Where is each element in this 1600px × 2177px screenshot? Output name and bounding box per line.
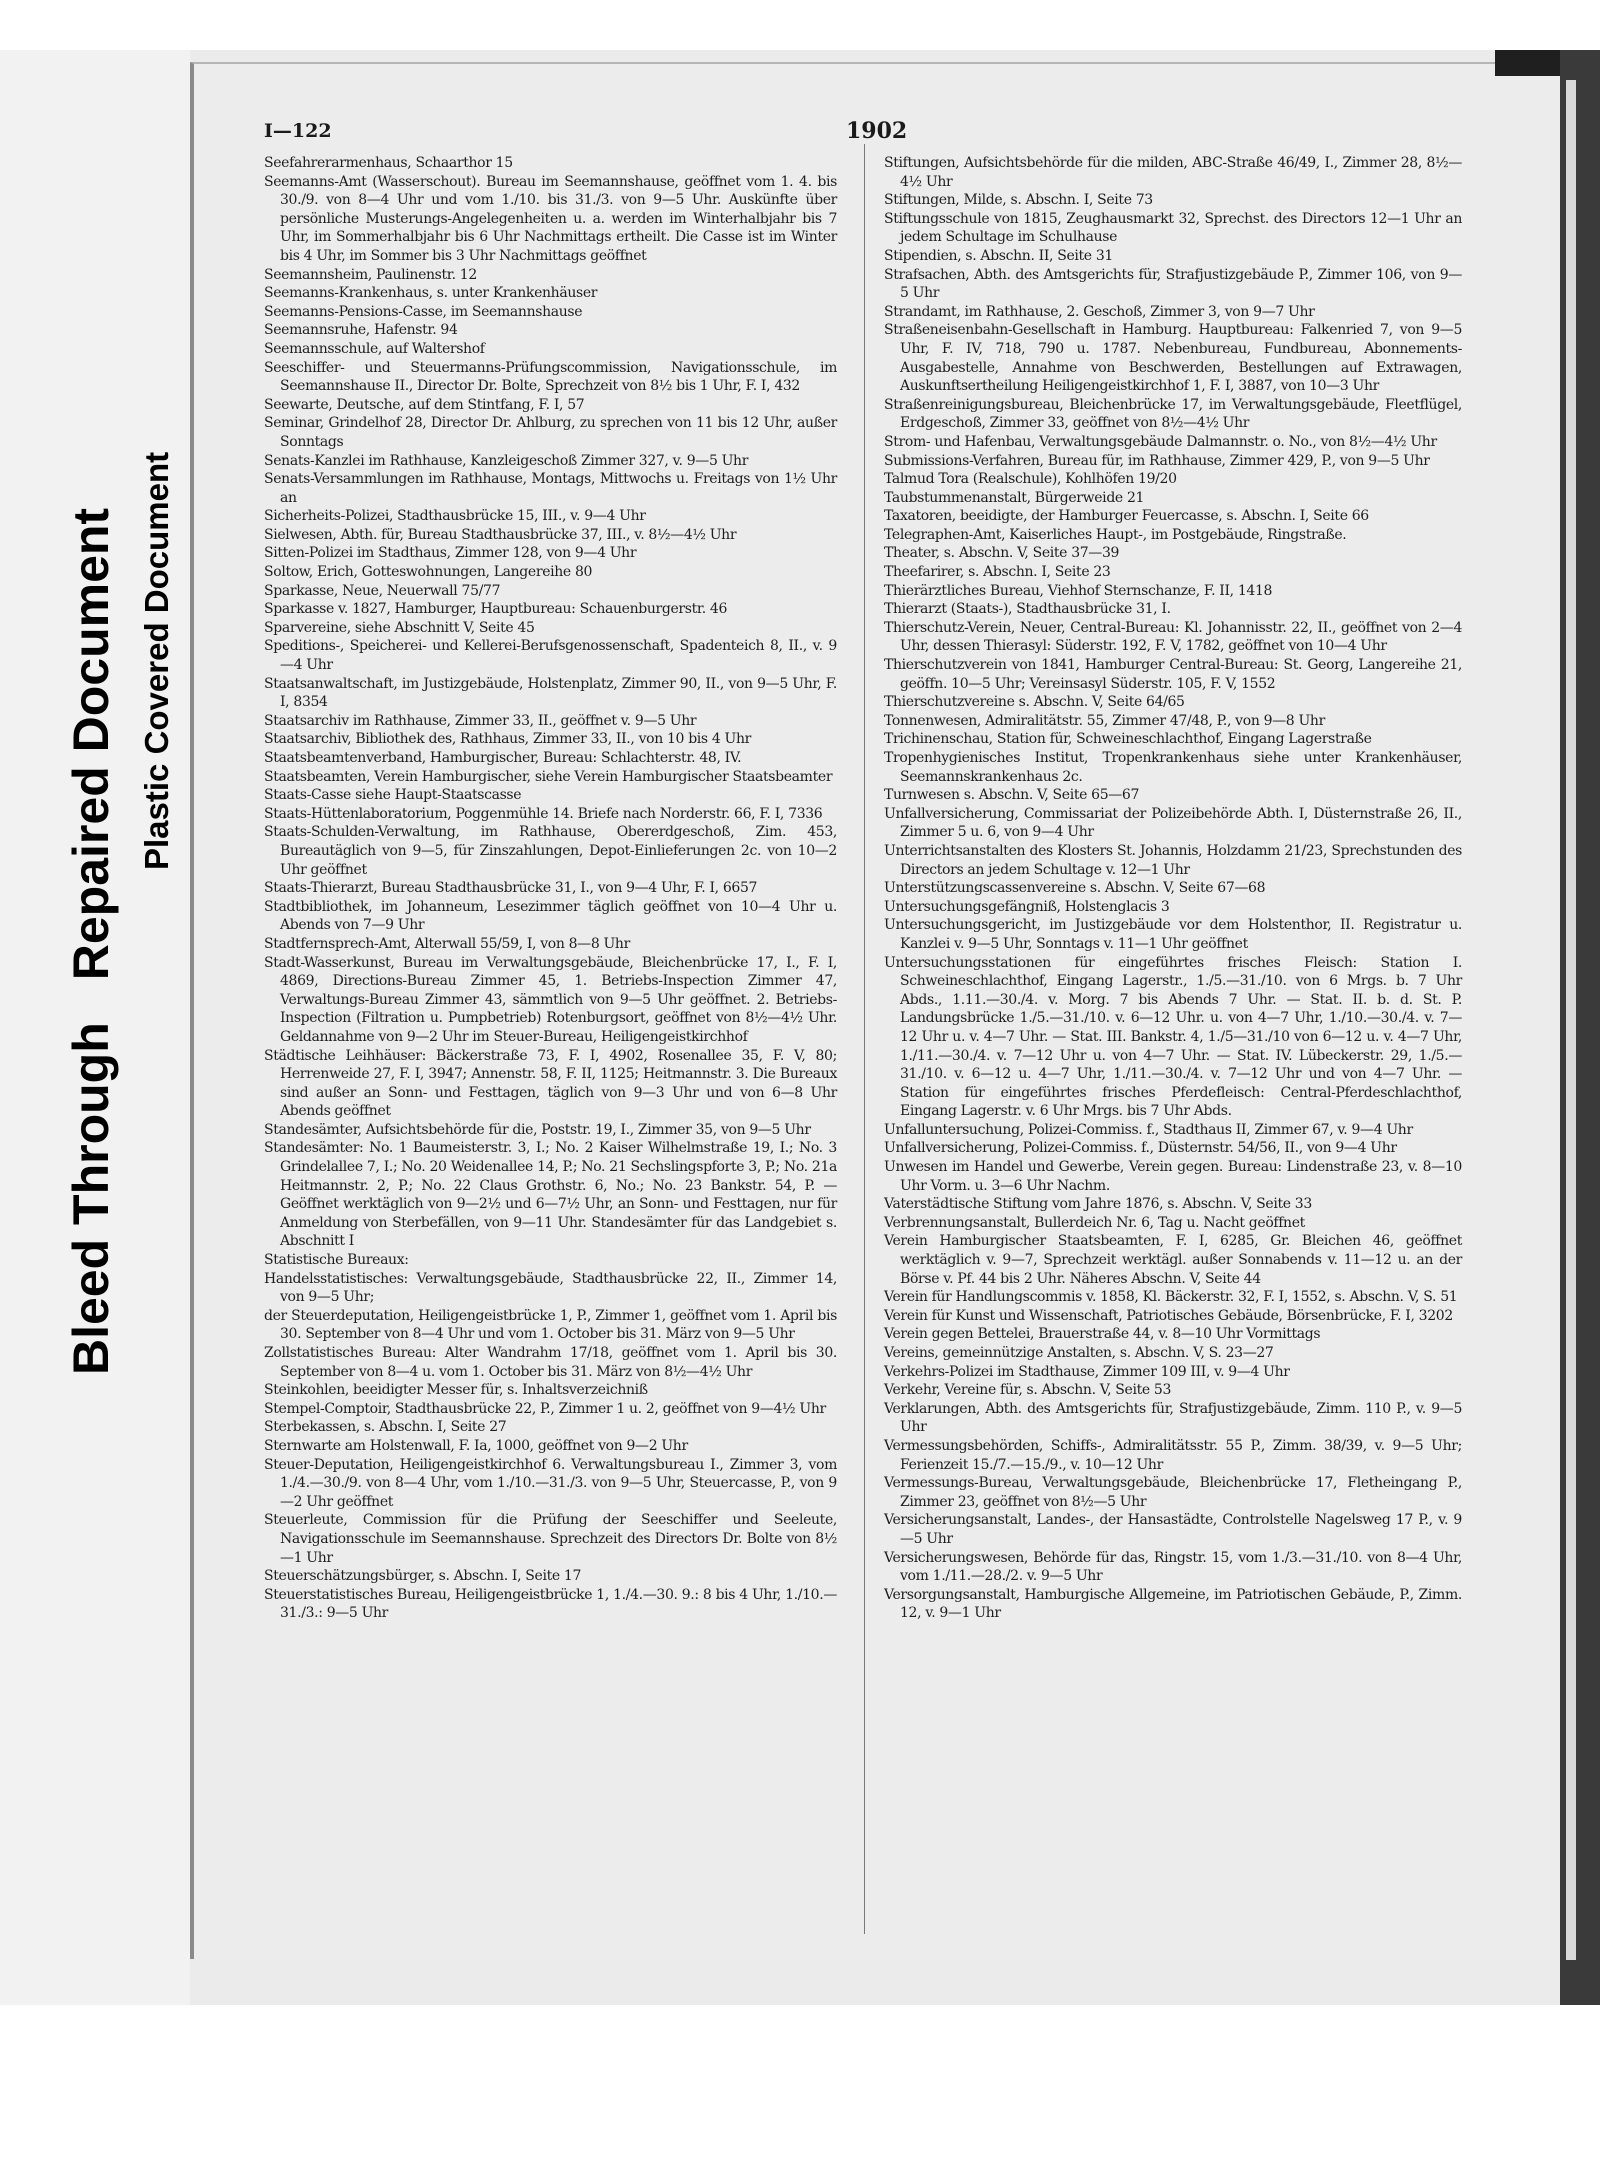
directory-entry: Seemannsschule, auf Waltershof — [264, 340, 485, 357]
directory-entry: der Steuerdeputation, Heiligengeistbrücke 1, P., Zimmer 1, geöffnet vom 1. April bis 30. September von 8—4 Uhr und vom 1. October bis 31. März von 9—5 Uhr — [264, 1307, 837, 1343]
directory-entry: Verkehr, Vereine für, s. Abschn. V, Seite 53 — [884, 1382, 1172, 1399]
directory-entry: Statistische Bureaux: — [264, 1252, 409, 1269]
directory-entry: Steuer-Deputation, Heiligengeistkirchhof 6. Verwaltungsbureau I., Zimmer 3, vom 1./4.—30./9. von 8—4 Uhr, vom 1./10.—31./3. von 9—5 Uhr, Steuercasse, P., von 9—2 Uhr geöffnet — [264, 1456, 837, 1510]
damage-label-bleed-repaired — [62, 508, 120, 1375]
directory-entry: Strandamt, im Rathhause, 2. Geschoß, Zimmer 3, von 9—7 Uhr — [884, 303, 1315, 320]
directory-entry: Taxatoren, beeidigte, der Hamburger Feuercasse, s. Abschn. I, Seite 66 — [884, 508, 1369, 525]
directory-entry: Versicherungswesen, Behörde für das, Ringstr. 15, vom 1./3.—31./10. von 8—4 Uhr, vom 1./11.—28./2. v. 9—5 Uhr — [884, 1549, 1462, 1585]
directory-entry: Senats-Versammlungen im Rathhause, Montags, Mittwochs u. Freitags von 1½ Uhr an — [264, 471, 837, 506]
left-column — [264, 154, 837, 1623]
directory-entry: Theefarirer, s. Abschn. I, Seite 23 — [884, 564, 1111, 581]
directory-entry: Stiftungen, Milde, s. Abschn. I, Seite 73 — [884, 192, 1153, 209]
directory-entry: Sterbekassen, s. Abschn. I, Seite 27 — [264, 1419, 507, 1436]
directory-entry: Steuerleute, Commission für die Prüfung der Seeschiffer und Seeleute, Navigationsschule im Seemannshause. Sprechzeit des Directors Dr. Bolte von 8½—1 Uhr — [264, 1512, 837, 1566]
directory-entry: Seeschiffer- und Steuermanns-Prüfungscommission, Navigationsschule, im Seemannshause II., Director Dr. Bolte, Sprechzeit von 8½ bis 1 Uhr, F. I, 432 — [264, 359, 837, 395]
directory-entry: Taubstummenanstalt, Bürgerweide 21 — [884, 489, 1145, 506]
directory-entry: Seemannsheim, Paulinenstr. 12 — [264, 266, 477, 283]
directory-entry: Turnwesen s. Abschn. V, Seite 65—67 — [884, 787, 1140, 804]
directory-entry: Untersuchungsstationen für eingeführtes frisches Fleisch: Station I. Schweineschlachthof, Eingang Lagerstr., 1./5.—31./10. von 6 Mrgs. b. 7 Uhr Abds., 1.11.—30./4. v. Morg. 7 bis Abends 7 Uhr. — Stat. II. b. d. St. P. Landungsbrücke 1./5.—31./10. v. 6—12 Uhr. u. von 4—7 Uhr, 1./10.—30./4. v. 7—12 Uhr u. v. 4—7 Uhr. — Stat. III. Bankstr. 4, 1./5—31./10 von 6—12 u. v. 4—7 Uhr, 1./11.—30./4. v. 7—12 Uhr u. von 4—7 Uhr. — Stat. IV. Lübeckerstr. 29, 1./5.—31./10. v. 6—12 u. 4—7 Uhr, 1./11.—30./4. v. 7—12 Uhr und von 4—7 Uhr. — Station für eingeführtes frisches Pferdefleisch: Central-Pferdeschlachthof, Eingang Lagerstr. v. 6 Uhr Mrgs. bis 7 Uhr Abds. — [884, 954, 1462, 1120]
directory-entry: Soltow, Erich, Gotteswohnungen, Langereihe 80 — [264, 564, 593, 581]
directory-entry: Versicherungsanstalt, Landes-, der Hansastädte, Controlstelle Nagelsweg 17 P., v. 9—5 Uhr — [884, 1512, 1462, 1547]
directory-entry: Staatsbeamten, Verein Hamburgischer, siehe Verein Hamburgischer Staatsbeamter — [264, 768, 833, 785]
directory-entry: Steinkohlen, beeidigter Messer für, s. Inhaltsverzeichniß — [264, 1382, 648, 1399]
directory-entry: Vaterstädtische Stiftung vom Jahre 1876, s. Abschn. V, Seite 33 — [884, 1196, 1312, 1213]
directory-entry: Seemanns-Pensions-Casse, im Seemannshause — [264, 303, 583, 320]
directory-entry: Vermessungs-Bureau, Verwaltungsgebäude, Bleichenbrücke 17, Fletheingang P., Zimmer 23, geöffnet von 8½—5 Uhr — [884, 1475, 1462, 1510]
directory-entry: Thierarzt (Staats-), Stadthausbrücke 31, I. — [884, 601, 1171, 618]
directory-entry: Sparkasse, Neue, Neuerwall 75/77 — [264, 582, 501, 599]
directory-entry: Sielwesen, Abth. für, Bureau Stadthausbrücke 37, III., v. 8½—4½ Uhr — [264, 526, 737, 543]
column-divider — [864, 144, 865, 1934]
directory-entry: Standesämter: No. 1 Baumeisterstr. 3, I.; No. 2 Kaiser Wilhelmstraße 19, I.; No. 3 Grindelallee 7, I.; No. 20 Weidenallee 14, P.; No. 21 Sechslingspforte 3, P.; No. 21a Heitmannstr. 2, P.; No. 22 Claus Grothstr. 6, No.; No. 23 Bankstr. 54, P. — Geöffnet werktäglich von 9—2½ und 6—7½ Uhr, an Sonn- und Festtagen, nur für Anmeldung von Sterbefällen, von 9—11 Uhr. Standesämter für das Landgebiet s. Abschnitt I — [264, 1140, 837, 1250]
directory-entry: Tonnenwesen, Admiralitätstr. 55, Zimmer 47/48, P., von 9—8 Uhr — [884, 712, 1325, 729]
repaired-document-label: Repaired Document — [63, 507, 119, 981]
directory-entry: Stadtfernsprech-Amt, Alterwall 55/59, I, von 8—8 Uhr — [264, 935, 630, 952]
directory-entry: Zollstatistisches Bureau: Alter Wandrahm 17/18, geöffnet vom 1. April bis 30. September von 8—4 u. vom 1. October bis 31. März von 8½—4½ Uhr — [264, 1345, 837, 1380]
directory-entry: Thierärztliches Bureau, Viehhof Sternschanze, F. II, 1418 — [884, 582, 1273, 599]
directory-entry: Steuerschätzungsbürger, s. Abschn. I, Seite 17 — [264, 1568, 582, 1585]
directory-entry: Unterrichtsanstalten des Klosters St. Johannis, Holzdamm 21/23, Sprechstunden des Directors an jedem Schultage v. 12—1 Uhr — [884, 842, 1462, 878]
directory-entry: Staats-Casse siehe Haupt-Staatscasse — [264, 787, 522, 804]
directory-entry: Städtische Leihhäuser: Bäckerstraße 73, F. I, 4902, Rosenallee 35, F. V, 80; Herrenweide 27, F. I, 3947; Annenstr. 58, F. II, 1125; Heitmannstr. 3. Die Bureaux sind außer an Sonn- und Festtagen, täglich von 9—3 Uhr und von 6—8 Uhr Abends geöffnet — [264, 1047, 837, 1120]
right-column — [884, 154, 1462, 1623]
directory-entry: Seemannsruhe, Hafenstr. 94 — [264, 322, 458, 339]
directory-entry: Unwesen im Handel und Gewerbe, Verein gegen. Bureau: Lindenstraße 23, v. 8—10 Uhr Vorm. u. 3—6 Uhr Nachm. — [884, 1159, 1462, 1194]
directory-entry: Verein Hamburgischer Staatsbeamten, F. I, 6285, Gr. Bleichen 46, geöffnet werktäglich v. 9—7, Sprechzeit werktägl. außer Sonnabends v. 11—12 u. an der Börse v. Pf. 44 bis 2 Uhr. Näheres Abschn. V, Seite 44 — [884, 1233, 1462, 1287]
directory-entry: Verkehrs-Polizei im Stadthause, Zimmer 109 III, v. 9—4 Uhr — [884, 1363, 1290, 1380]
directory-entry: Strafsachen, Abth. des Amtsgerichts für, Strafjustizgebäude P., Zimmer 106, von 9—5 Uhr — [884, 266, 1462, 302]
scan-frame — [0, 50, 1600, 2005]
directory-entry: Submissions-Verfahren, Bureau für, im Rathhause, Zimmer 429, P., von 9—5 Uhr — [884, 452, 1430, 469]
directory-entry: Seemanns-Krankenhaus, s. unter Krankenhäuser — [264, 285, 598, 302]
directory-entry: Seefahrerarmenhaus, Schaarthor 15 — [264, 155, 513, 171]
directory-entry: Straßenreinigungsbureau, Bleichenbrücke 17, im Verwaltungsgebäude, Fleetflügel, Erdgeschoß, Zimmer 33, geöffnet von 8½—4½ Uhr — [884, 396, 1462, 432]
plastic-covered-label: Plastic Covered Document — [138, 451, 175, 870]
directory-entry: Stipendien, s. Abschn. II, Seite 31 — [884, 247, 1113, 264]
directory-entry: Trichinenschau, Station für, Schweineschlachthof, Eingang Lagerstraße — [884, 731, 1372, 748]
directory-entry: Strom- und Hafenbau, Verwaltungsgebäude Dalmannstr. o. No., von 8½—4½ Uhr — [884, 433, 1437, 450]
document-page — [190, 62, 1564, 1959]
directory-entry: Staats-Hüttenlaboratorium, Poggenmühle 14. Briefe nach Norderstr. 66, F. I, 7336 — [264, 805, 823, 822]
directory-entry: Sitten-Polizei im Stadthaus, Zimmer 128, von 9—4 Uhr — [264, 545, 637, 562]
directory-entry: Sparvereine, siehe Abschnitt V, Seite 45 — [264, 619, 535, 636]
directory-entry: Standesämter, Aufsichtsbehörde für die, Poststr. 19, I., Zimmer 35, von 9—5 Uhr — [264, 1121, 811, 1138]
directory-entry: Unfallversicherung, Commissariat der Polizeibehörde Abth. I, Düsternstraße 26, II., Zimmer 5 u. 6, von 9—4 Uhr — [884, 805, 1462, 841]
directory-entry: Untersuchungsgericht, im Justizgebäude vor dem Holstenthor, II. Registratur u. Kanzlei v. 9—5 Uhr, Sonntags v. 11—1 Uhr geöffnet — [884, 917, 1462, 952]
directory-entry: Verbrennungsanstalt, Bullerdeich Nr. 6, Tag u. Nacht geöffnet — [884, 1214, 1305, 1231]
directory-entry: Telegraphen-Amt, Kaiserliches Haupt-, im Postgebäude, Ringstraße. — [884, 526, 1347, 543]
directory-entry: Vereins, gemeinnützige Anstalten, s. Abschn. V, S. 23—27 — [884, 1345, 1274, 1361]
directory-entry: Staatsbeamtenverband, Hamburgischer, Bureau: Schlachterstr. 48, IV. — [264, 750, 742, 766]
directory-entry: Unfallversicherung, Polizei-Commiss. f., Düsternstr. 54/56, II., von 9—4 Uhr — [884, 1140, 1397, 1157]
directory-entry: Sparkasse v. 1827, Hamburger, Hauptbureau: Schauenburgerstr. 46 — [264, 601, 728, 618]
directory-entry: Vermessungsbehörden, Schiffs-, Admiralitätsstr. 55 P., Zimm. 38/39, v. 9—5 Uhr; Ferienzeit 15./7.—15./9., v. 10—12 Uhr — [884, 1437, 1462, 1473]
directory-entry: Stiftungen, Aufsichtsbehörde für die milden, ABC-Straße 46/49, I., Zimmer 28, 8½—4½ Uhr — [884, 155, 1462, 190]
directory-entry: Thierschutzverein von 1841, Hamburger Central-Bureau: St. Georg, Langereihe 21, geöffn. 10—5 Uhr; Vereinsasyl Süderstr. 105, F. V, 1552 — [884, 657, 1462, 692]
directory-entry: Staatsarchiv im Rathhause, Zimmer 33, II., geöffnet v. 9—5 Uhr — [264, 712, 697, 729]
directory-entry: Straßeneisenbahn-Gesellschaft in Hamburg. Hauptbureau: Falkenried 7, von 9—5 Uhr, F. IV, 718, 790 u. 1787. Nebenbureau, Fundbureau, Abonnements-Ausgabestelle, Annahme von Beschwerden, Bestellungen auf Extrawagen, Auskunftsertheilung Heiligengeistkirchhof 1, F. I, 3887, von 10—3 Uhr — [884, 322, 1462, 395]
directory-entry: Thierschutzvereine s. Abschn. V, Seite 64/65 — [884, 694, 1185, 711]
directory-entry: Sicherheits-Polizei, Stadthausbrücke 15, III., v. 9—4 Uhr — [264, 508, 646, 525]
directory-entry: Theater, s. Abschn. V, Seite 37—39 — [884, 545, 1120, 562]
directory-entry: Untersuchungsgefängniß, Holstenglacis 3 — [884, 898, 1170, 915]
directory-entry: Thierschutz-Verein, Neuer, Central-Bureau: Kl. Johannisstr. 22, II., geöffnet von 2—4 Uhr, dessen Thierasyl: Süderstr. 192, F. V, 1782, geöffnet von 10—4 Uhr — [884, 619, 1462, 655]
directory-entry: Steuerstatistisches Bureau, Heiligengeistbrücke 1, 1./4.—30. 9.: 8 bis 4 Uhr, 1./10.—31./3.: 9—5 Uhr — [264, 1586, 837, 1622]
directory-entry: Talmud Tora (Realschule), Kohlhöfen 19/20 — [884, 471, 1177, 488]
directory-entry: Seemanns-Amt (Wasserschout). Bureau im Seemannshause, geöffnet vom 1. 4. bis 30./9. von 8—4 Uhr und vom 1./10. bis 31./3. von 9—5 Uhr. Auskünfte über persönliche Musterungs-Angelegenheiten u. a. werden im Winterhalbjahr bis 7 Uhr, im Sommerhalbjahr bis 6 Uhr Nachmittags ertheilt. Die Casse ist im Winter bis 4 Uhr, im Sommer bis 3 Uhr Nachmittags geöffnet — [264, 173, 837, 264]
directory-entry: Stadt-Wasserkunst, Bureau im Verwaltungsgebäude, Bleichenbrücke 17, I., F. I, 4869, Directions-Bureau Zimmer 45, 1. Betriebs-Inspection Zimmer 47, Verwaltungs-Bureau Zimmer 43, sämmtlich von 9—5 Uhr geöffnet. 2. Betriebs-Inspection (Filtration u. Pumpbetrieb) Rotenburgsort, geöffnet von 8½—4½ Uhr. Geldannahme von 9—2 Uhr im Steuer-Bureau, Heiligengeistkirchhof — [264, 954, 837, 1045]
directory-entry: Seewarte, Deutsche, auf dem Stintfang, F. I, 57 — [264, 396, 585, 413]
directory-entry: Verein gegen Bettelei, Brauerstraße 44, v. 8—10 Uhr Vormittags — [884, 1326, 1321, 1343]
directory-entry: Sternwarte am Holstenwall, F. Ia, 1000, geöffnet von 9—2 Uhr — [264, 1437, 688, 1454]
directory-entry: Tropenhygienisches Institut, Tropenkrankenhaus siehe unter Krankenhäuser, Seemannskrankenhaus 2c. — [884, 750, 1462, 785]
directory-entry: Stempel-Comptoir, Stadthausbrücke 22, P., Zimmer 1 u. 2, geöffnet von 9—4½ Uhr — [264, 1400, 826, 1417]
directory-entry: Unterstützungscassenvereine s. Abschn. V, Seite 67—68 — [884, 880, 1266, 897]
directory-entry: Staatsanwaltschaft, im Justizgebäude, Holstenplatz, Zimmer 90, II., von 9—5 Uhr, F. I, 8354 — [264, 675, 837, 711]
directory-entry: Staats-Thierarzt, Bureau Stadthausbrücke 31, I., von 9—4 Uhr, F. I, 6657 — [264, 880, 758, 897]
directory-entry: Handelsstatistisches: Verwaltungsgebäude, Stadthausbrücke 22, II., Zimmer 14, von 9—5 Uhr; — [264, 1270, 837, 1306]
directory-entry: Versorgungsanstalt, Hamburgische Allgemeine, im Patriotischen Gebäude, P., Zimm. 12, v. 9—1 Uhr — [884, 1586, 1462, 1622]
directory-entry: Verklarungen, Abth. des Amtsgerichts für, Strafjustizgebäude, Zimm. 110 P., v. 9—5 Uhr — [884, 1400, 1462, 1436]
page-number: I—122 — [264, 120, 332, 142]
directory-entry: Stadtbibliothek, im Johanneum, Lesezimmer täglich geöffnet von 10—4 Uhr u. Abends von 7—9 Uhr — [264, 898, 837, 934]
directory-entry: Stiftungsschule von 1815, Zeughausmarkt 32, Sprechst. des Directors 12—1 Uhr an jedem Schultage im Schulhause — [884, 210, 1462, 246]
bleed-through-label: Bleed Through — [63, 1022, 119, 1375]
directory-entry: Unfalluntersuchung, Polizei-Commiss. f., Stadthaus II, Zimmer 67, v. 9—4 Uhr — [884, 1121, 1413, 1138]
directory-entry: Speditions-, Speicherei- und Kellerei-Berufsgenossenschaft, Spadenteich 8, II., v. 9—4 Uhr — [264, 638, 837, 674]
directory-entry: Staatsarchiv, Bibliothek des, Rathhaus, Zimmer 33, II., von 10 bis 4 Uhr — [264, 731, 751, 748]
directory-entry: Seminar, Grindelhof 28, Director Dr. Ahlburg, zu sprechen von 11 bis 12 Uhr, außer Sonntags — [264, 415, 837, 450]
page-year: 1902 — [846, 118, 908, 144]
directory-entry: Senats-Kanzlei im Rathhause, Kanzleigeschoß Zimmer 327, v. 9—5 Uhr — [264, 452, 749, 469]
directory-entry: Verein für Kunst und Wissenschaft, Patriotisches Gebäude, Börsenbrücke, F. I, 3202 — [884, 1307, 1453, 1324]
directory-entry: Staats-Schulden-Verwaltung, im Rathhause, Obererdgeschoß, Zim. 453, Bureautäglich von 9—5, für Zinszahlungen, Depot-Einlieferungen 2c. von 10—2 Uhr geöffnet — [264, 824, 837, 878]
directory-entry: Verein für Handlungscommis v. 1858, Kl. Bäckerstr. 32, F. I, 1552, s. Abschn. V, S. 51 — [884, 1289, 1458, 1306]
right-page-edge — [1560, 50, 1600, 2005]
